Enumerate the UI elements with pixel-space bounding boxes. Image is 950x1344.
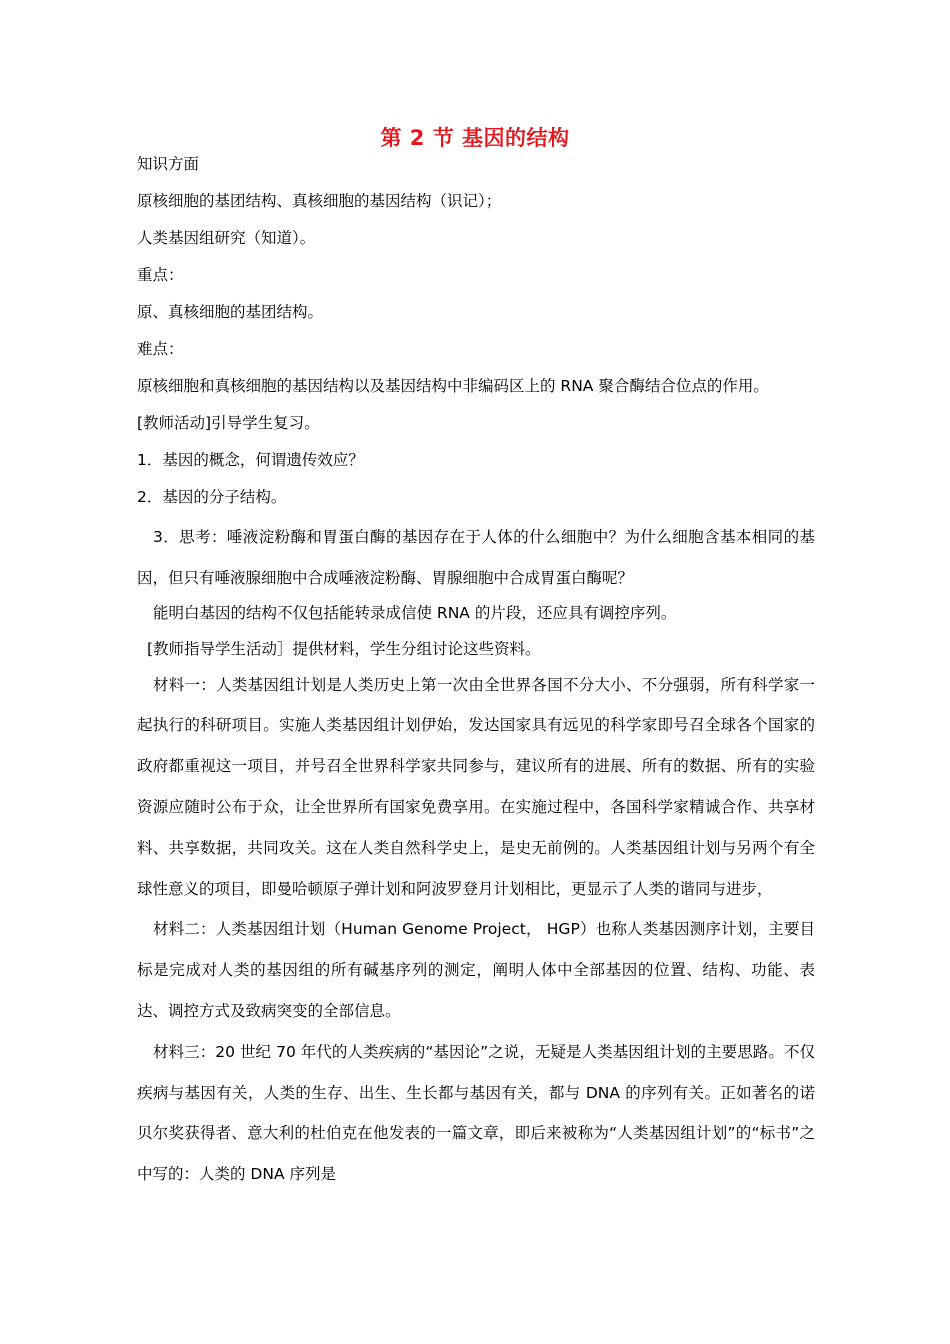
key-point-item: 原、真核细胞的基团结构。	[137, 303, 324, 321]
gene-structure-note: 能明白基因的结构不仅包括能转录成信使 RNA 的片段，还应具有调控序列。	[153, 603, 677, 622]
teacher-guide-activity: [教师指导学生活动］提供材料，学生分组讨论这些资料。	[147, 639, 541, 658]
knowledge-item-1: 原核细胞的基团结构、真核细胞的基因结构（识记）；	[137, 192, 502, 210]
key-point-heading: 重点：	[137, 266, 184, 284]
document-title: 第 2 节 基因的结构	[380, 126, 570, 150]
teacher-activity-intro: [教师活动]引导学生复习。	[137, 414, 320, 432]
knowledge-heading: 知识方面	[137, 155, 200, 173]
review-question-1: 1．基因的概念，何谓遗传效应？	[137, 451, 364, 469]
knowledge-item-2: 人类基因组研究（知道）。	[137, 229, 316, 247]
material-one: 材料一：人类基因组计划是人类历史上第一次由全世界各国不分大小、不分强弱，所有科学家一起执行的科研项目。实施人类基因组计划伊始，发达国家具有远见的科学家即号召全球各个国家的政府都重视这一项目，并号召全世界科学家共同参与，建议所有的进展、所有的数据、所有的实验资源应随时公布于众，让全世界所有国家免费享用。在实施过程中，各国科学家精诚合作、共享材料、共享数据，共同攻关。这在人类自然科学史上，是史无前例的。人类基因组计划与另两个有全球性意义的项目，即曼哈顿原子弹计划和阿波罗登月计划相比，更显示了人类的谐同与进步，	[137, 675, 815, 898]
document-body	[137, 150, 815, 1195]
material-two: 材料二：人类基因组计划（Human Genome Project， HGP）也称人类基因测序计划，主要目标是完成对人类的基因组的所有碱基序列的测定，阐明人体中全部基因的位置、结构、功能、表达、调控方式及致病突变的全部信息。	[137, 920, 815, 1020]
material-three: 材料三：20 世纪 70 年代的人类疾病的“基因论”之说，无疑是人类基因组计划的主要思路。不仅疾病与基因有关，人类的生存、出生、生长都与基因有关，都与 DNA 的序列有关。正如著名的诺贝尔奖获得者、意大利的杜伯克在他发表的一篇文章，即后来被称为“人类基因组计划”的“标书”之中写的：人类的 DNA 序列是	[137, 1042, 815, 1184]
review-question-2: 2．基因的分子结构。	[137, 488, 287, 506]
difficulty-heading: 难点：	[137, 340, 184, 358]
difficulty-item: 原核细胞和真核细胞的基因结构以及基因结构中非编码区上的 RNA 聚合酶结合位点的作用。	[137, 377, 769, 395]
thinking-question: 3．思考：唾液淀粉酶和胃蛋白酶的基因存在于人体的什么细胞中？为什么细胞含基本相同的基因，但只有唾液腺细胞中合成唾液淀粉酶、胃腺细胞中合成胃蛋白酶呢？	[137, 528, 815, 587]
